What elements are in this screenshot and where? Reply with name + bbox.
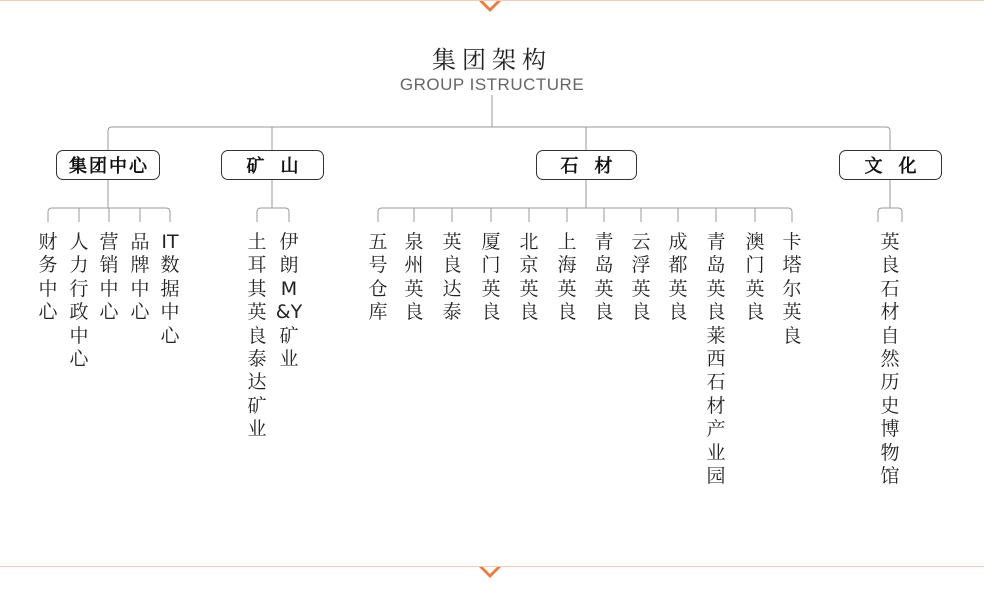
org-unit-label: 英良石材自然历史博物馆 [880, 231, 900, 488]
org-unit-label: 营销中心 [99, 231, 119, 324]
children-branch-line [378, 208, 792, 222]
top-branch-line [108, 127, 890, 150]
category-group-center: 集团中心 [56, 150, 160, 180]
org-unit-label: 上海英良 [557, 231, 577, 324]
org-unit-label: 青岛英良 [594, 231, 614, 324]
org-unit-label: 品牌中心 [130, 231, 150, 324]
children-branch-line [878, 208, 902, 222]
page-subtitle: GROUP ISTRUCTURE [399, 75, 585, 94]
org-unit-label: 财务中心 [38, 231, 58, 324]
org-unit-label: 卡塔尔英良 [782, 231, 802, 347]
org-unit-label: 伊朗M&Y矿业 [275, 231, 303, 371]
org-unit-label: 云浮英良 [631, 231, 651, 324]
category-culture: 文化 [839, 150, 942, 180]
org-unit-label: 成都英良 [668, 231, 688, 324]
category-stone: 石材 [536, 150, 637, 180]
bottom-arrow-icon [479, 567, 501, 578]
org-unit-label: 英良达泰 [442, 231, 462, 324]
org-unit-label: 北京英良 [519, 231, 539, 324]
org-unit-label: IT数据中心 [160, 231, 180, 347]
org-unit-label: 青岛英良莱西石材产业园 [706, 231, 726, 488]
org-unit-label: 澳门英良 [745, 231, 765, 324]
org-unit-label: 厦门英良 [481, 231, 501, 324]
org-unit-label: 五号仓库 [368, 231, 388, 324]
org-unit-label: 泉州英良 [404, 231, 424, 324]
org-unit-label: 土耳其英良泰达矿业 [247, 231, 267, 441]
children-branch-line [257, 208, 289, 222]
org-unit-label: 人力行政中心 [69, 231, 89, 371]
category-mining: 矿山 [221, 150, 324, 180]
page-title: 集团架构 [432, 46, 552, 74]
